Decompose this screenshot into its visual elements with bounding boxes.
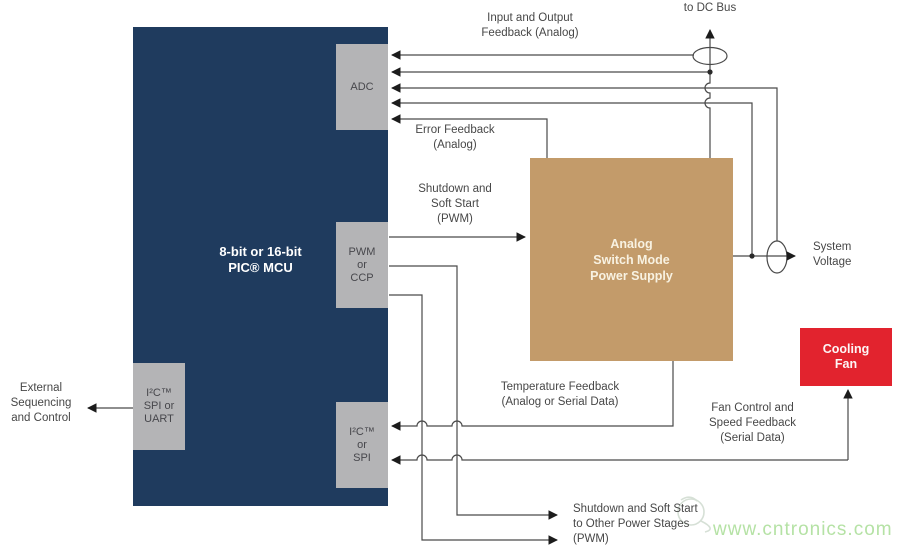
label-io-feedback — [440, 11, 620, 41]
pwm-other-stage-line-2 — [389, 295, 557, 540]
system-voltage-sensor-ellipse — [767, 241, 787, 273]
label-shutdown-soft-start — [385, 182, 525, 227]
label-shutdown-line2: Soft Start — [431, 198, 479, 210]
label-system-voltage-line2: Voltage — [813, 256, 852, 268]
psu-label-line3: Power Supply — [590, 268, 673, 283]
psu-label-line1: Analog — [610, 236, 653, 251]
junction-dot-dc-bus — [707, 69, 712, 74]
label-external-line1: External — [19, 382, 63, 394]
label-fan-control-line1: Fan Control and — [711, 402, 794, 414]
label-system-voltage-line1: System — [813, 241, 852, 253]
label-shutdown-line3: (PWM) — [437, 213, 473, 225]
label-other-stages-line2: to Other Power Stages — [573, 518, 690, 530]
label-error-feedback-line1: Error Feedback — [415, 124, 495, 136]
label-system-voltage — [813, 240, 883, 270]
fan-feedback-line — [392, 455, 848, 460]
pwm-label-line1: PWM — [348, 245, 376, 258]
fan-label-line1: Cooling — [822, 342, 870, 356]
fan-label-line2: Fan — [834, 357, 858, 371]
i2c-label-line2: or — [357, 438, 367, 451]
label-external-line2: Sequencing — [10, 397, 72, 409]
label-temperature-line2: (Analog or Serial Data) — [501, 396, 619, 408]
label-fan-control — [680, 401, 825, 446]
label-other-stages-line1: Shutdown and Soft Start — [573, 503, 698, 515]
label-error-feedback-line2: (Analog) — [433, 139, 477, 151]
label-temperature-line1: Temperature Feedback — [500, 381, 620, 393]
uart-label-line3: UART — [144, 413, 174, 425]
label-temperature-feedback — [450, 380, 670, 410]
mcu-label-line2: PIC® MCU — [228, 260, 293, 275]
junction-dot-system-voltage — [749, 253, 754, 258]
uart-label-line2: SPI or — [143, 400, 175, 412]
label-shutdown-line1: Shutdown and — [418, 183, 492, 195]
label-fan-control-line3: (Serial Data) — [720, 432, 785, 444]
label-io-feedback-line1: Input and Output — [487, 12, 573, 24]
uart-label-line1: I²C™ — [146, 387, 172, 399]
label-io-feedback-line2: Feedback (Analog) — [481, 27, 579, 39]
i2c-label-line1: I²C™ — [349, 425, 375, 438]
label-dc-bus: to DC Bus — [683, 2, 737, 14]
label-external-line3: and Control — [11, 412, 71, 424]
pwm-label-line2: or — [357, 258, 367, 271]
label-fan-control-line2: Speed Feedback — [709, 417, 796, 429]
label-other-stages-line3: (PWM) — [573, 533, 609, 545]
i2c-label-line3: SPI — [353, 451, 371, 464]
pwm-label-line3: CCP — [350, 271, 374, 284]
mcu-label-line1: 8-bit or 16-bit — [219, 244, 302, 259]
psu-label-line2: Switch Mode — [593, 252, 670, 267]
label-external-sequencing — [0, 381, 82, 426]
watermark-text: www.cntronics.com — [713, 519, 893, 540]
adc-label: ADC — [350, 80, 374, 93]
label-error-feedback — [385, 123, 525, 153]
